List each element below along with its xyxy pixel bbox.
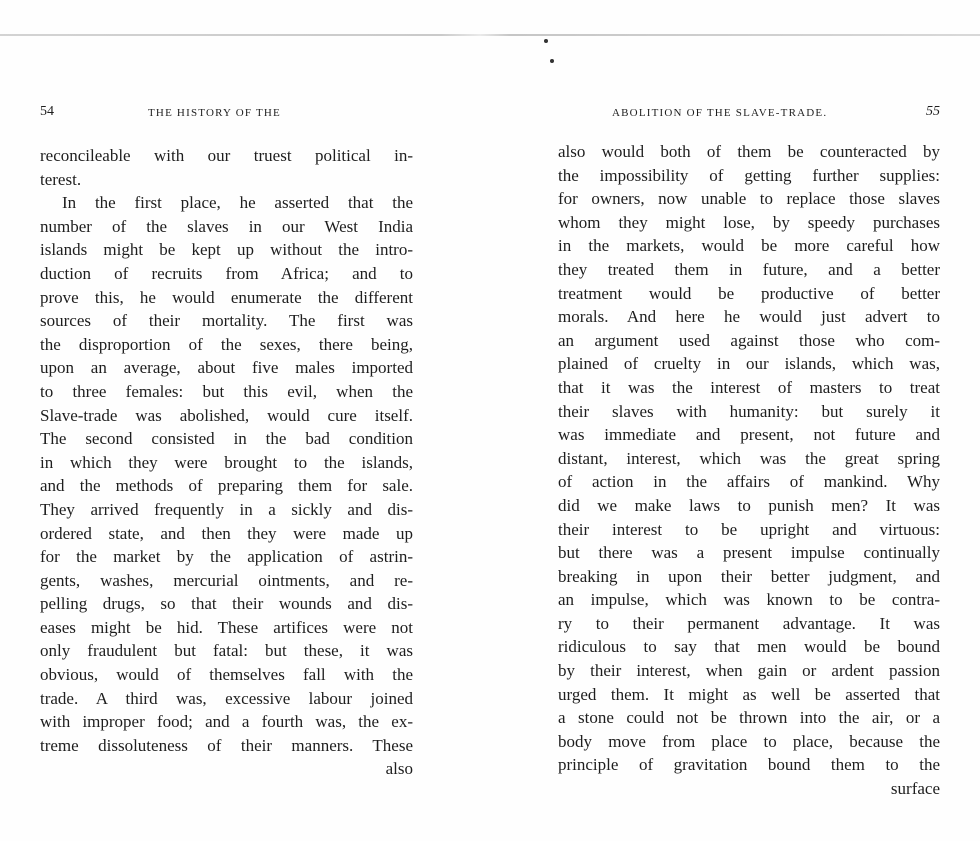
text-line: for the market by the application of astrin- [40,547,413,567]
text-line: eases might be hid. These artifices were not [40,617,413,637]
text-line: ordered state, and then they were made up [40,523,413,543]
text-line: of action in the affairs of mankind. Why [558,472,940,492]
left-page [40,104,413,781]
text-line: body move from place to place, because the [558,731,940,751]
text-line: They arrived frequently in a sickly and dis- [40,499,413,519]
text-line: pelling drugs, so that their wounds and dis- [40,594,413,614]
left-running-title: THE HISTORY OF THE [148,107,281,119]
text-line: to three females: but this evil, when the [40,381,413,401]
left-running-head [40,104,413,124]
text-line: and the methods of preparing them for sale. [40,476,413,496]
gutter-mark [544,39,548,43]
text-line: only fraudulent but fatal: but these, it was [40,641,413,661]
text-line: also would both of them be counteracted by [558,142,940,161]
text-line: The second consisted in the bad condition [40,429,413,449]
text-line: that it was the interest of masters to treat [558,377,940,397]
text-line: In the first place, he asserted that the [62,193,413,213]
text-line: breaking in upon their better judgment, and [558,566,940,586]
text-line: reconcileable with our truest political in- [40,146,413,165]
text-line: with improper food; and a fourth was, the ex- [40,712,413,732]
text-line: gents, washes, mercurial ointments, and re- [40,570,413,590]
right-page [558,104,940,801]
left-body-text [40,144,413,781]
text-line: ridiculous to say that men would be bound [558,637,940,657]
text-line: morals. And here he would just advert to [558,307,940,327]
text-line: upon an average, about five males imported [40,358,413,378]
text-line: in the markets, would be more careful how [558,236,940,256]
text-line: for owners, now unable to replace those slaves [558,189,940,209]
text-line: they treated them in future, and a better [558,259,940,279]
text-line: urged them. It might as well be asserted that [558,684,940,704]
text-line: plained of cruelty in our islands, which was, [558,354,940,374]
text-line: their slaves with humanity: but surely it [558,401,940,421]
text-line: the impossibility of getting further supplies: [558,165,940,185]
catchword: surface [890,779,940,799]
text-line: by their interest, when gain or ardent passion [558,661,940,681]
text-line: was immediate and present, not future and [558,425,940,445]
page-top-edge [0,34,980,36]
text-line: ry to their permanent advantage. It was [558,613,940,633]
text-line: prove this, he would enumerate the different [40,287,413,307]
left-page-number: 54 [40,104,54,119]
text-line: sources of their mortality. The first was [40,311,413,331]
right-page-number: 55 [926,104,940,119]
text-line: an argument used against those who com- [558,330,940,350]
text-line: Slave-trade was abolished, would cure itself. [40,405,413,425]
right-body-text [558,140,940,801]
text-line: obvious, would of themselves fall with the [40,665,413,685]
text-line: in which they were brought to the islands, [40,452,413,472]
right-running-title: ABOLITION OF THE SLAVE-TRADE. [612,107,828,119]
text-line: treme dissoluteness of their manners. These [40,735,413,755]
text-line: trade. A third was, excessive labour joined [40,688,413,708]
text-line: number of the slaves in our West India [40,216,413,236]
text-line: principle of gravitation bound them to the [558,755,940,775]
text-line: whom they might lose, by speedy purchases [558,212,940,232]
gutter-mark [550,59,554,63]
text-line: a stone could not be thrown into the air, or a [558,708,940,728]
text-line: the disproportion of the sexes, there being, [40,334,413,354]
text-line: duction of recruits from Africa; and to [40,263,413,283]
text-line: treatment would be productive of better [558,283,940,303]
catchword: also [385,759,413,779]
text-line: terest. [40,169,82,189]
text-line: distant, interest, which was the great spring [558,448,940,468]
text-line: did we make laws to punish men? It was [558,495,940,515]
text-line: an impulse, which was known to be contra- [558,590,940,610]
right-running-head [558,104,940,124]
text-line: but there was a present impulse continually [558,543,940,563]
text-line: their interest to be upright and virtuous: [558,519,940,539]
text-line: islands might be kept up without the intro- [40,240,413,260]
